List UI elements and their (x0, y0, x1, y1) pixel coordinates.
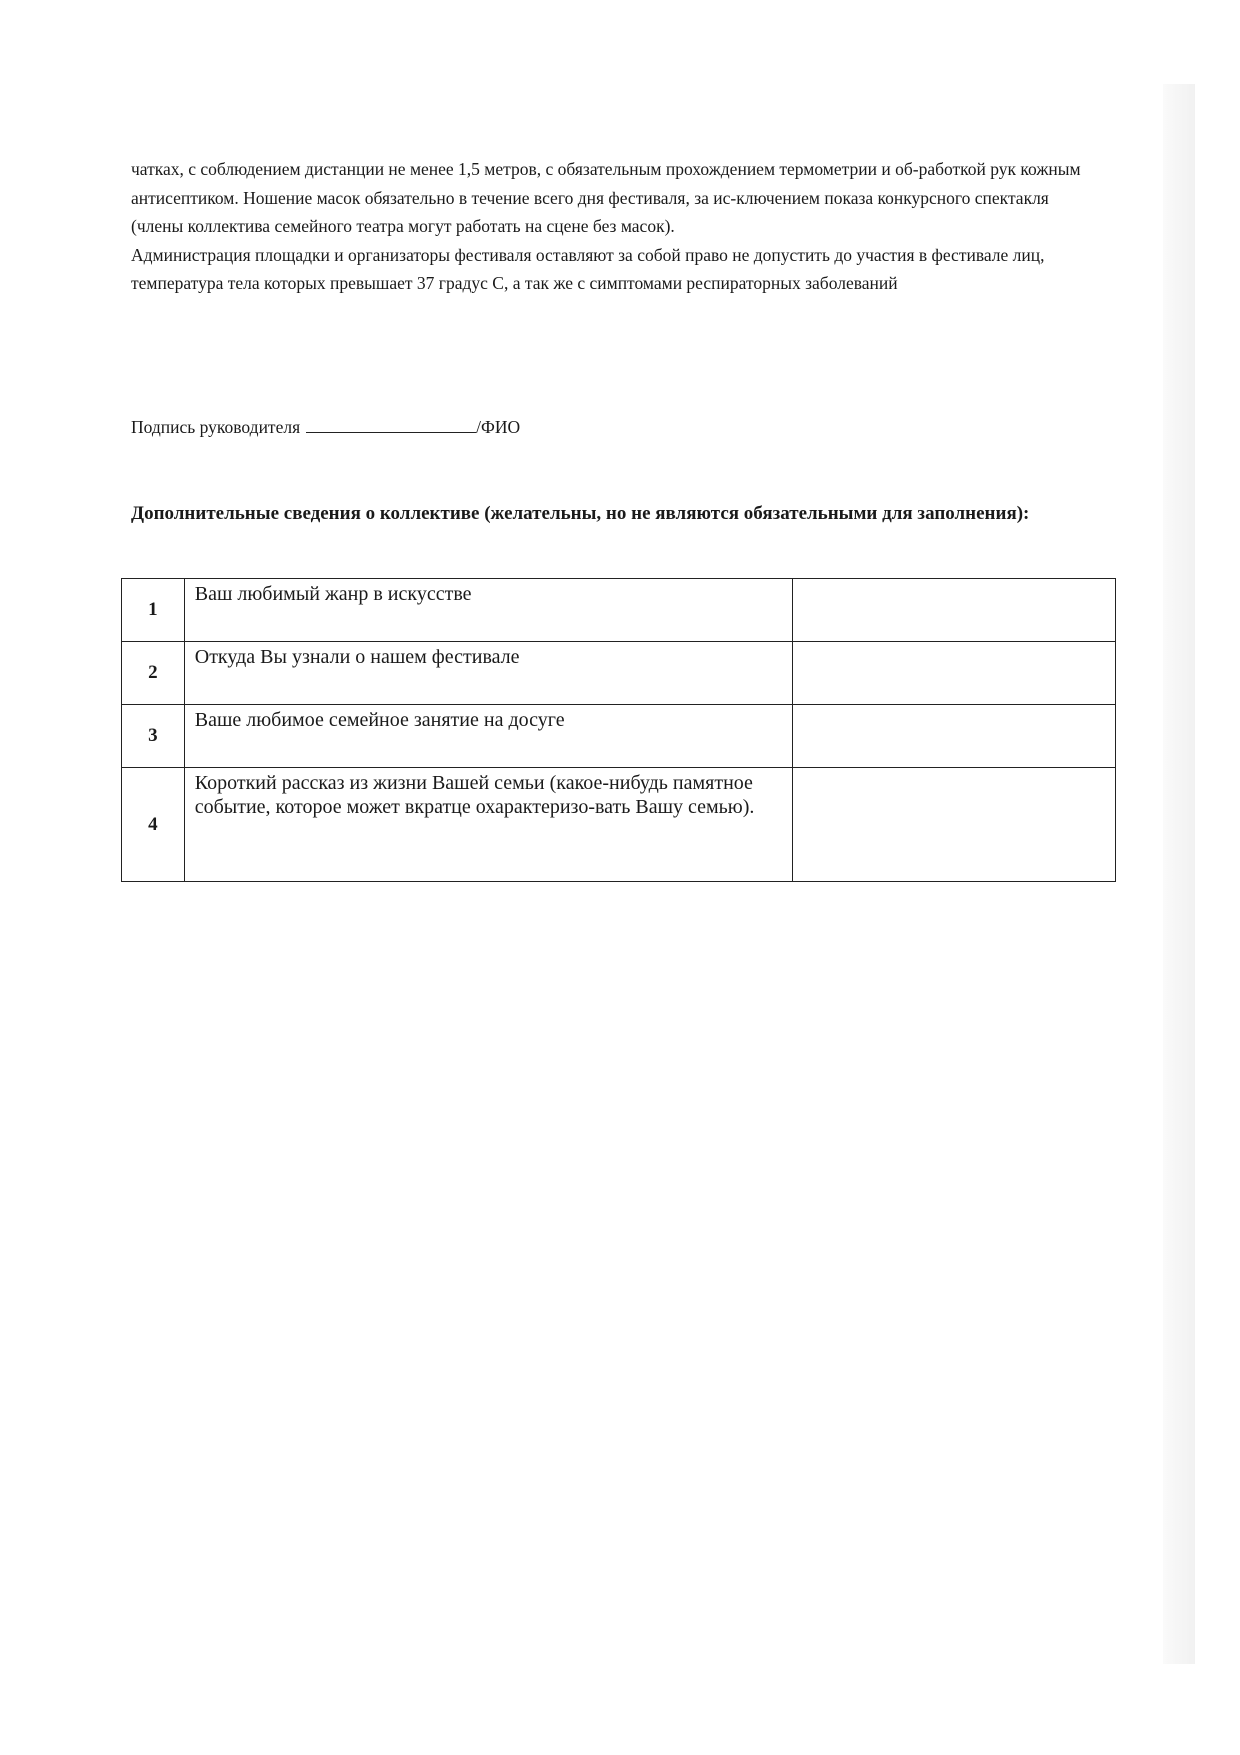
body-text (131, 155, 1096, 298)
signature-line (131, 413, 520, 441)
row-question: Ваше любимое семейное занятие на досуге (184, 705, 792, 768)
row-question: Короткий рассказ из жизни Вашей семьи (какое-нибудь памятное событие, которое может вкратце охарактеризо-вать Вашу семью). (184, 768, 792, 882)
signature-blank[interactable] (306, 414, 476, 433)
row-answer-field[interactable] (792, 705, 1115, 768)
table-row (122, 579, 1116, 642)
scan-edge (1163, 84, 1195, 1664)
answer-text[interactable] (793, 705, 1115, 767)
row-answer-field[interactable] (792, 768, 1115, 882)
answer-text[interactable] (793, 642, 1115, 704)
signature-label: Подпись руководителя (131, 417, 301, 437)
answer-text[interactable] (793, 768, 1115, 881)
answer-text[interactable] (793, 579, 1115, 641)
row-answer-field[interactable] (792, 579, 1115, 642)
row-question: Откуда Вы узнали о нашем фестивале (184, 642, 792, 705)
paragraph-hygiene-rules: чатках, с соблюдением дистанции не менее 1,5 метров, с обязательным прохождением термометрии и об-работкой рук кожным антисептиком. Ношение масок обязательно в течение всего дня фестиваля, за ис-ключением показа конкурсного спектакля (члены коллектива семейного театра могут работать на сцене без масок). (131, 159, 1081, 236)
additional-info-table (121, 578, 1116, 882)
row-number: 3 (122, 705, 185, 768)
row-number: 4 (122, 768, 185, 882)
row-question: Ваш любимый жанр в искусстве (184, 579, 792, 642)
paragraph-admission-rules: Администрация площадки и организаторы фестиваля оставляют за собой право не допустить до участия в фестивале лиц, температура тела которых превышает 37 градус С, а так же с симптомами респираторных заболеваний (131, 244, 1045, 293)
table-row (122, 642, 1116, 705)
table-row (122, 768, 1116, 882)
table-row (122, 705, 1116, 768)
row-answer-field[interactable] (792, 642, 1115, 705)
row-number: 1 (122, 579, 185, 642)
signature-suffix: /ФИО (476, 417, 521, 437)
section-heading: Дополнительные сведения о коллективе (желательны, но не являются обязательными для заполнения): (131, 503, 1030, 524)
row-number: 2 (122, 642, 185, 705)
